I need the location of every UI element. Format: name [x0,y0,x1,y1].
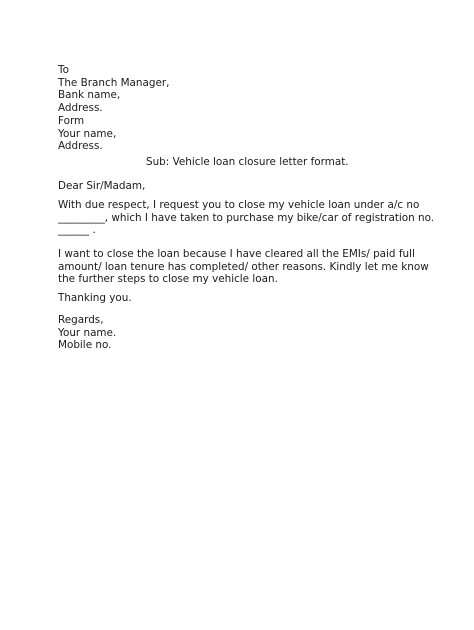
paragraph-line: amount/ loan tenure has completed/ other reasons. Kindly let me know [58,260,429,273]
paragraph-reason [58,248,434,286]
sender-line: Your name, [58,127,117,140]
recipient-block [58,64,434,114]
closing-line: Regards, [58,314,104,326]
recipient-line: Bank name, [58,89,121,102]
sender-block [58,115,434,153]
sender-line: Form [58,115,85,127]
paragraph-line: _________, which I have taken to purchase my bike/car of registration no. [58,211,435,224]
paragraph-line: ______ . [58,224,96,237]
recipient-line: Address. [58,101,103,114]
paragraph-line: the further steps to close my vehicle loan. [58,273,278,286]
thanks-line: Thanking you. [58,292,132,304]
recipient-line: To [58,64,69,76]
subject-line: Sub: Vehicle loan closure letter format. [146,156,349,168]
sender-line: Address. [58,140,103,153]
paragraph-line: I want to close the loan because I have cleared all the EMIs/ paid full [58,248,415,260]
salutation: Dear Sir/Madam, [58,180,146,192]
closing-line: Your name. [58,326,117,339]
paragraph-line: With due respect, I request you to close my vehicle loan under a/c no [58,199,420,211]
recipient-line: The Branch Manager, [58,76,170,89]
paragraph-request [58,199,434,237]
closing-block [58,314,434,352]
closing-line: Mobile no. [58,339,112,352]
